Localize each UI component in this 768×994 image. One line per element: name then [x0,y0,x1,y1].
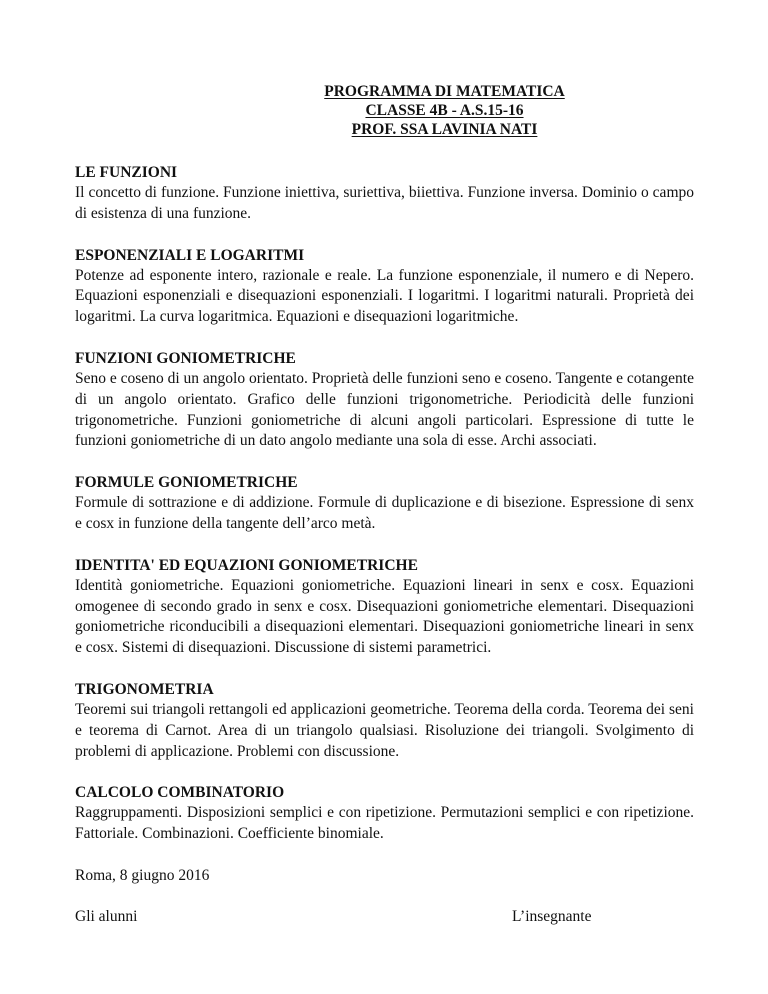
header-teacher-text: PROF. SSA LAVINIA NATI [351,121,538,138]
section-body: Raggruppamenti. Disposizioni semplici e con ripetizione. Permutazioni semplici e con ripetizione. Fattoriale. Combinazioni. Coefficiente binomiale. [75,804,694,843]
section-body: Seno e coseno di un angolo orientato. Proprietà delle funzioni seno e coseno. Tangente e cotangente di un angolo orientato. Grafico delle funzioni trigonometriche. Periodicità delle funzioni trigonometriche. Funzioni goniometriche di alcuni angoli particolari. Espressione di tutte le funzioni goniometriche di un dato angolo mediante una sola di esse. Archi associati. [75,369,694,450]
section-formule-goniometriche [75,473,694,535]
section-trigonometria [75,680,694,762]
section-body: Il concetto di funzione. Funzione iniettiva, suriettiva, biiettiva. Funzione inversa. Dominio o campo di esistenza di una funzione. [75,184,694,222]
section-title: CALCOLO COMBINATORIO [75,784,285,802]
header-teacher [155,120,734,139]
document-page [75,82,694,927]
document-date: Roma, 8 giugno 2016 [75,866,210,884]
section-identita-ed-equazioni [75,556,694,659]
signature-row [75,907,694,927]
section-calcolo-combinatorio [75,783,694,845]
section-le-funzioni [75,163,694,225]
section-body: Teoremi sui triangoli rettangoli ed applicazioni geometriche. Teorema della corda. Teorema dei seni e teorema di Carnot. Area di un triangolo qualsiasi. Risoluzione dei triangoli. Svolgimento di problemi di applicazione. Problemi con discussione. [75,700,694,760]
teacher-signature-label: L’insegnante [512,907,592,925]
header-title [155,82,734,101]
section-title: FORMULE GONIOMETRICHE [75,474,298,492]
section-body: Formule di sottrazione e di addizione. Formule di duplicazione e di bisezione. Espressione di senx e cosx in funzione della tangente dell’arco metà. [75,494,694,532]
section-body: Potenze ad esponente intero, razionale e reale. La funzione esponenziale, il numero e di Nepero. Equazioni esponenziali e disequazioni esponenziali. I logaritmi. I logaritmi naturali. Proprietà dei logaritmi. La curva logaritmica. Equazioni e disequazioni logaritmiche. [75,266,694,326]
header-title-text: PROGRAMMA DI MATEMATICA [324,83,565,100]
section-esponenziali-e-logaritmi [75,246,694,328]
section-body: Identità goniometriche. Equazioni goniometriche. Equazioni lineari in senx e cosx. Equazioni omogenee di secondo grado in senx e cosx. Disequazioni goniometriche elementari. Disequazioni goniometriche riconducibili a disequazioni elementari. Disequazioni goniometriche lineari in senx e cosx. Sistemi di disequazioni. Discussione di sistemi parametrici. [75,576,694,657]
header-class-text: CLASSE 4B - A.S.15-16 [365,102,524,119]
header-class [155,101,734,120]
section-title: TRIGONOMETRIA [75,680,214,698]
section-funzioni-goniometriche [75,349,694,452]
section-title: LE FUNZIONI [75,164,178,181]
document-header [155,82,734,139]
students-signature-label: Gli alunni [75,907,138,925]
section-title: FUNZIONI GONIOMETRICHE [75,349,296,367]
section-title: IDENTITA' ED EQUAZIONI GONIOMETRICHE [75,556,418,574]
section-title: ESPONENZIALI E LOGARITMI [75,246,305,264]
